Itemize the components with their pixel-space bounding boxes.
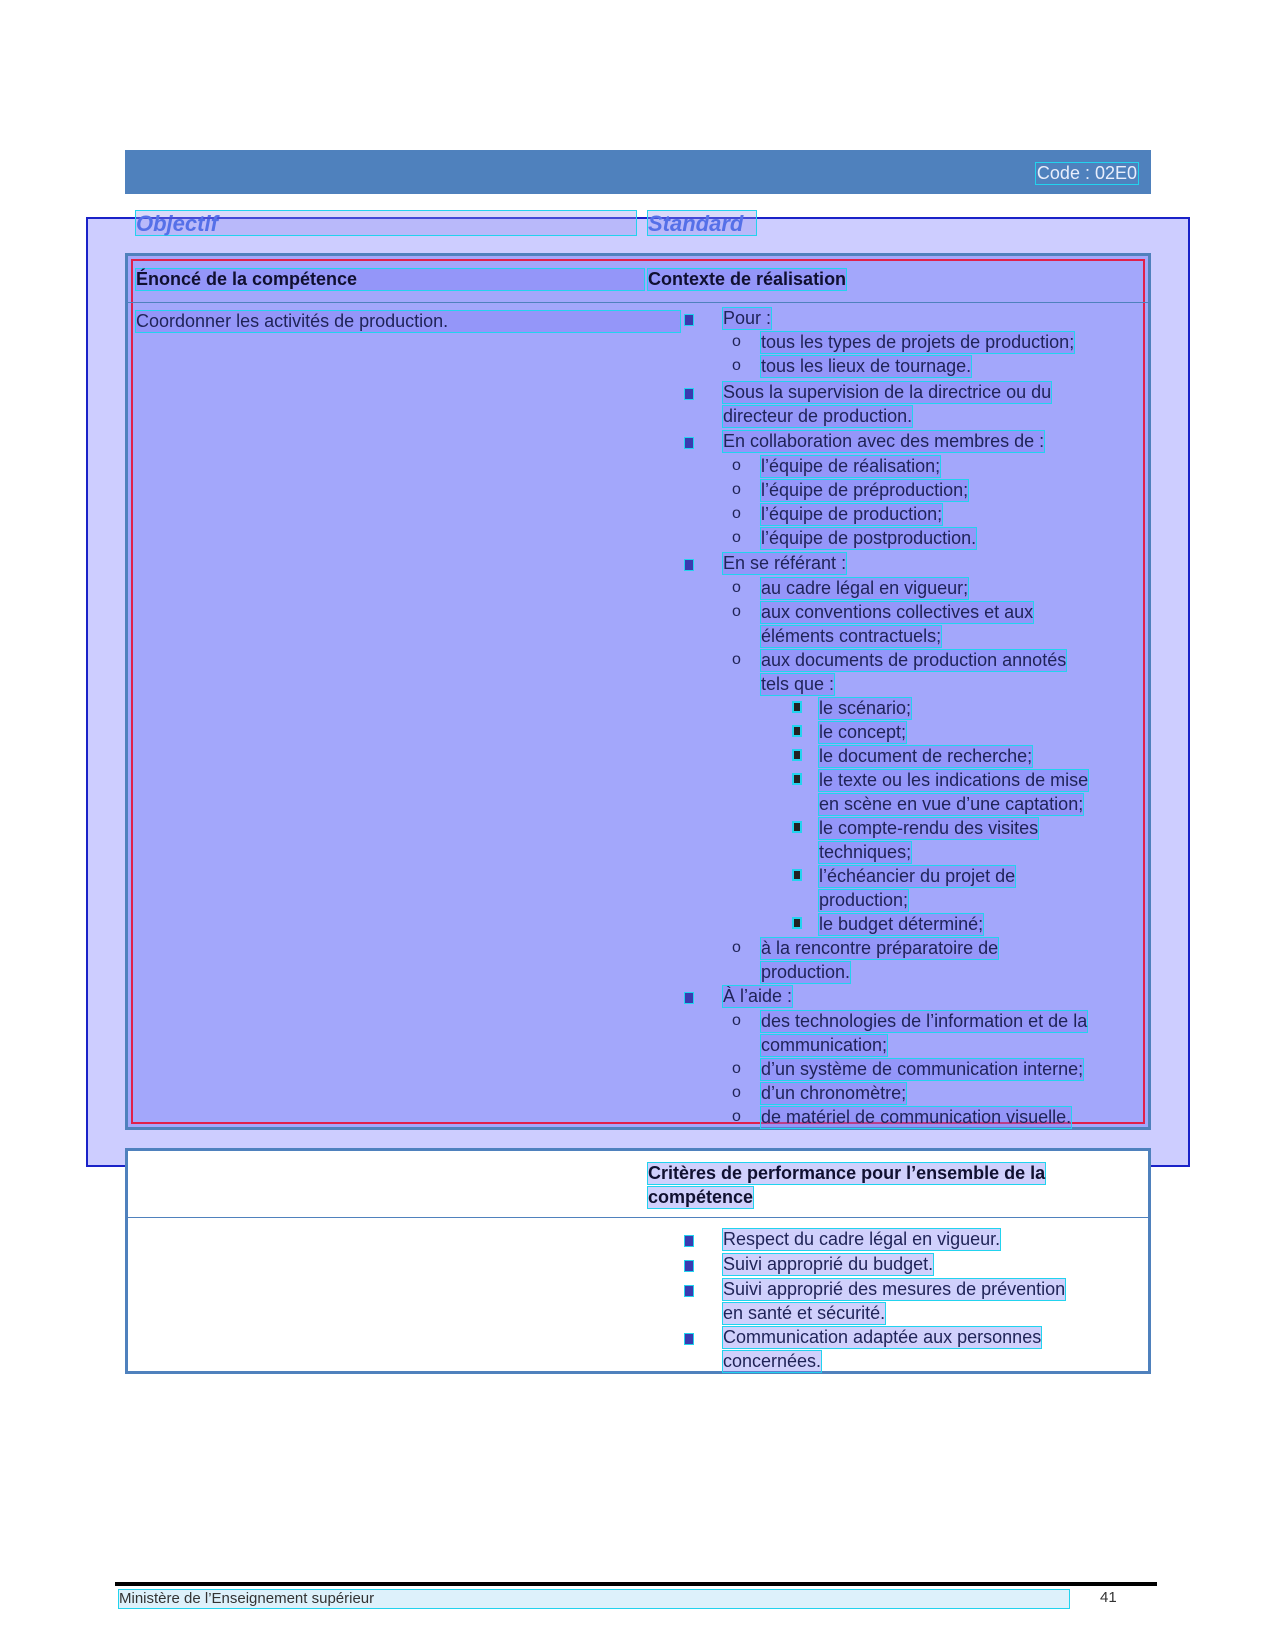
sub-bullet-icon: o — [732, 481, 741, 498]
context-supervision: Sous la supervision de la directrice ou du — [723, 382, 1052, 402]
square-bullet-icon — [792, 701, 802, 713]
criterion-item: Respect du cadre légal en vigueur. — [723, 1229, 1001, 1249]
bullet-icon — [684, 1235, 694, 1247]
doc-item: le scénario; — [819, 698, 912, 718]
list-item-cont: communication; — [761, 1035, 888, 1055]
doc-item: l’échéancier du projet de — [819, 866, 1016, 886]
square-bullet-icon — [792, 869, 802, 881]
list-item: tous les lieux de tournage. — [761, 356, 972, 376]
page-number: 41 — [1100, 1589, 1117, 1606]
context-referant: En se référant : — [723, 553, 847, 573]
objectif-heading: Objectif — [135, 210, 637, 236]
sub-bullet-icon: o — [732, 1012, 741, 1029]
sub-bullet-icon: o — [732, 1084, 741, 1101]
context-collaboration: En collaboration avec des membres de : — [723, 431, 1045, 451]
list-item: l’équipe de préproduction; — [761, 480, 969, 500]
list-item: à la rencontre préparatoire de — [761, 938, 999, 958]
list-item-cont: éléments contractuels; — [761, 626, 942, 646]
doc-item-cont: techniques; — [819, 842, 912, 862]
list-item: au cadre légal en vigueur; — [761, 578, 969, 598]
list-item: tous les types de projets de production; — [761, 332, 1075, 352]
square-bullet-icon — [792, 917, 802, 929]
competency-code: Code : 02E0 — [1036, 163, 1137, 183]
criterion-item: Suivi approprié des mesures de prévention — [723, 1279, 1066, 1299]
criteria-heading-cont: compétence — [648, 1187, 754, 1207]
sub-bullet-icon: o — [732, 357, 741, 374]
square-bullet-icon — [792, 725, 802, 737]
bullet-icon — [684, 1260, 694, 1272]
doc-item: le texte ou les indications de mise — [819, 770, 1089, 790]
sub-bullet-icon: o — [732, 651, 741, 668]
list-item: d’un chronomètre; — [761, 1083, 907, 1103]
enonce-heading: Énoncé de la compétence — [135, 268, 645, 291]
sub-bullet-icon: o — [732, 1108, 741, 1125]
contexte-heading: Contexte de réalisation — [648, 269, 847, 289]
sub-bullet-icon: o — [732, 939, 741, 956]
criteria-divider — [128, 1217, 1148, 1218]
list-item-cont: production. — [761, 962, 851, 982]
square-bullet-icon — [792, 773, 802, 785]
header-bar — [125, 150, 1151, 194]
footer-ministry: Ministère de l’Enseignement supérieur — [118, 1589, 1070, 1609]
criterion-item: Suivi approprié du budget. — [723, 1254, 934, 1274]
list-item: l’équipe de réalisation; — [761, 456, 941, 476]
sub-bullet-icon: o — [732, 457, 741, 474]
bullet-icon — [684, 388, 694, 400]
list-item: l’équipe de postproduction. — [761, 528, 977, 548]
sub-bullet-icon: o — [732, 603, 741, 620]
criterion-item-cont: concernées. — [723, 1351, 822, 1371]
footer-rule — [115, 1582, 1157, 1586]
sub-bullet-icon: o — [732, 529, 741, 546]
sub-bullet-icon: o — [732, 1060, 741, 1077]
context-pour: Pour : — [723, 308, 772, 328]
doc-item-cont: production; — [819, 890, 909, 910]
bullet-icon — [684, 437, 694, 449]
criteria-heading: Critères de performance pour l’ensemble de la — [648, 1163, 1046, 1183]
list-item: l’équipe de production; — [761, 504, 943, 524]
doc-item: le compte-rendu des visites — [819, 818, 1039, 838]
list-item: de matériel de communication visuelle. — [761, 1107, 1072, 1127]
list-item: aux conventions collectives et aux — [761, 602, 1034, 622]
doc-item: le document de recherche; — [819, 746, 1033, 766]
standard-heading: Standard — [647, 210, 757, 236]
doc-item: le budget déterminé; — [819, 914, 984, 934]
square-bullet-icon — [792, 821, 802, 833]
bullet-icon — [684, 992, 694, 1004]
square-bullet-icon — [792, 749, 802, 761]
list-item: des technologies de l’information et de la — [761, 1011, 1088, 1031]
list-item: aux documents de production annotés — [761, 650, 1067, 670]
context-aide: À l’aide : — [723, 986, 793, 1006]
criterion-item-cont: en santé et sécurité. — [723, 1303, 886, 1323]
sub-bullet-icon: o — [732, 333, 741, 350]
competence-statement: Coordonner les activités de production. — [135, 310, 681, 333]
doc-item-cont: en scène en vue d’une captation; — [819, 794, 1084, 814]
context-supervision-cont: directeur de production. — [723, 406, 913, 426]
bullet-icon — [684, 314, 694, 326]
criterion-item: Communication adaptée aux personnes — [723, 1327, 1042, 1347]
doc-item: le concept; — [819, 722, 907, 742]
bullet-icon — [684, 559, 694, 571]
bullet-icon — [684, 1333, 694, 1345]
sub-bullet-icon: o — [732, 579, 741, 596]
list-item-cont: tels que : — [761, 674, 835, 694]
header-divider — [128, 302, 1148, 303]
sub-bullet-icon: o — [732, 505, 741, 522]
bullet-icon — [684, 1285, 694, 1297]
list-item: d’un système de communication interne; — [761, 1059, 1084, 1079]
